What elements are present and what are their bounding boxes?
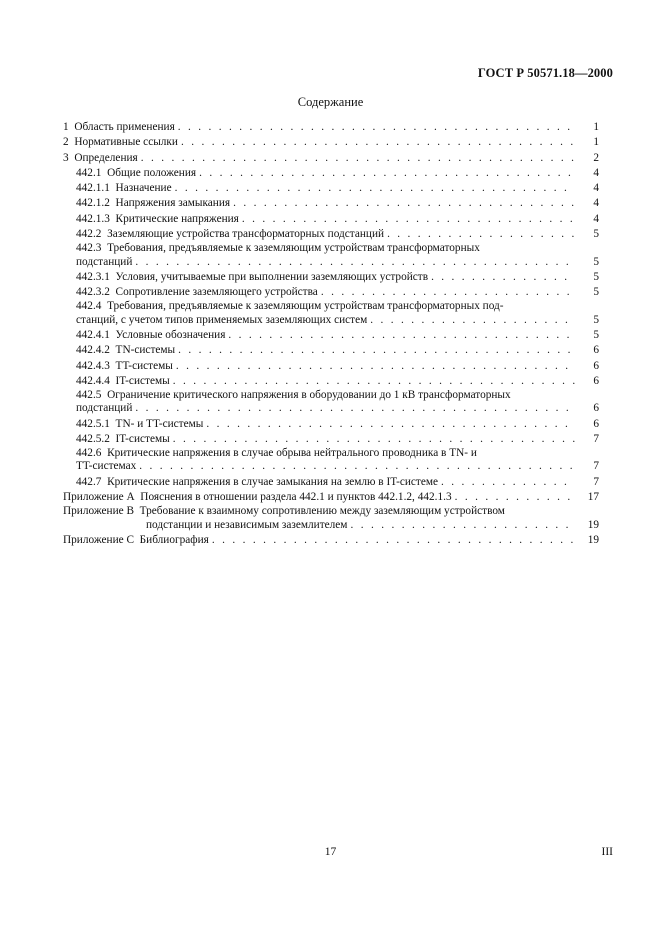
toc-entry[interactable] <box>63 120 599 135</box>
toc-entry-title: Критические напряжения в случае обрыва нейтрального проводника в TN- и <box>107 447 477 460</box>
toc-entry-title: Нормативные ссылки <box>74 136 178 149</box>
toc-entry-title: Пояснения в отношении раздела 442.1 и пунктов 442.1.2, 442.1.3 <box>140 491 452 504</box>
page-title: Содержание <box>297 95 364 109</box>
toc-entry[interactable] <box>63 505 599 533</box>
dot-leader <box>132 255 575 270</box>
toc-entry-title: Требования, предъявляемые к заземляющим устройствам трансформаторных под- <box>107 300 504 313</box>
toc-entry-page: 7 <box>593 432 599 445</box>
toc-entry-title: Критические напряжения <box>115 212 239 225</box>
toc-entry-page: 6 <box>593 417 599 430</box>
page-number: 17 <box>324 846 337 858</box>
toc-entry[interactable] <box>63 328 599 343</box>
toc-entry-page: 6 <box>593 402 599 415</box>
dot-leader <box>138 151 575 166</box>
toc-entry-title: Критические напряжения в случае замыкания на землю в IT-системе <box>107 475 439 488</box>
toc-entry-title: Определения <box>74 151 138 164</box>
toc-entry-title-continuation: станций, с учетом типов применяемых заземляющих систем <box>76 313 368 326</box>
toc-entry-title: Условные обозначения <box>115 328 226 341</box>
toc-entry-number: 442.1.2 <box>76 197 110 210</box>
dot-leader <box>178 135 575 150</box>
toc-entry-title: Требования, предъявляемые к заземляющим устройствам трансформаторных <box>107 242 480 255</box>
toc-entry-title: Область применения <box>74 121 175 133</box>
toc-entry-title: Требование к взаимному сопротивлению между заземляющим устройством <box>139 505 505 518</box>
toc-entry-number: 442.5 <box>76 389 102 402</box>
toc-entry-number: 2 <box>63 136 69 149</box>
toc-entry[interactable] <box>63 490 599 505</box>
toc-entry-title: Сопротивление заземляющего устройства <box>115 286 318 299</box>
toc-entry-number: 442.4 <box>76 300 102 313</box>
toc-entry-number: 442.5.2 <box>76 432 110 445</box>
toc-entry-page: 5 <box>593 228 599 241</box>
toc-entry-page: 17 <box>587 491 599 504</box>
dot-leader <box>196 166 575 181</box>
toc-entry-page: 7 <box>593 460 599 473</box>
toc-entry-page: 4 <box>593 197 599 210</box>
toc-entry-page: 6 <box>593 344 599 357</box>
toc-entry-number: 442.3 <box>76 242 102 255</box>
roman-page-number: III <box>601 846 613 858</box>
toc-entry-number: 442.4.1 <box>76 328 110 341</box>
dot-leader <box>230 196 575 211</box>
toc-entry[interactable] <box>63 374 599 389</box>
toc-entry-number: 442.4.3 <box>76 359 110 372</box>
toc-entry[interactable] <box>63 300 599 328</box>
toc-entry-title: Общие положения <box>107 166 197 179</box>
dot-leader <box>347 518 575 533</box>
dot-leader <box>239 212 575 227</box>
toc-entry-title-continuation: подстанции и независимым заземлителем <box>146 518 348 531</box>
toc-entry[interactable] <box>63 359 599 374</box>
toc-entry-page: 1 <box>593 121 599 133</box>
toc-entry-title: IT-системы <box>115 374 170 387</box>
toc-entry-page: 7 <box>593 475 599 488</box>
toc-entry-page: 5 <box>593 328 599 341</box>
toc-entry[interactable] <box>63 432 599 447</box>
toc-entry-page: 6 <box>593 359 599 372</box>
toc-entry-number: 442.4.4 <box>76 374 110 387</box>
toc-entry-number: 442.2 <box>76 228 102 241</box>
toc-entry[interactable] <box>63 285 599 300</box>
dot-leader <box>132 401 575 416</box>
toc-entry-number: 442.3.2 <box>76 286 110 299</box>
dot-leader <box>367 313 575 328</box>
dot-leader <box>384 227 575 242</box>
toc-entry-number: 442.3.1 <box>76 270 110 283</box>
toc-entry-number: Приложение В <box>63 505 134 518</box>
toc-entry-title-continuation: TT-системах <box>76 460 137 473</box>
dot-leader <box>203 417 575 432</box>
toc-entry[interactable] <box>63 417 599 432</box>
dot-leader <box>170 432 575 447</box>
toc-entry-title: TN-системы <box>115 344 176 357</box>
toc-entry-page: 5 <box>593 270 599 283</box>
dot-leader <box>136 459 575 474</box>
dot-leader <box>318 285 575 300</box>
dot-leader <box>170 374 575 389</box>
toc-entry[interactable] <box>63 343 599 358</box>
table-of-contents <box>63 120 599 548</box>
dot-leader <box>209 533 575 548</box>
toc-entry-page: 4 <box>593 182 599 195</box>
dot-leader <box>175 120 575 135</box>
dot-leader <box>428 270 575 285</box>
toc-entry-number: 442.1.1 <box>76 182 110 195</box>
toc-entry-number: Приложение А <box>63 491 135 504</box>
toc-entry-title: Заземляющие устройства трансформаторных подстанций <box>107 228 385 241</box>
toc-entry[interactable] <box>63 227 599 242</box>
toc-entry-number: Приложение С <box>63 533 134 546</box>
toc-entry[interactable] <box>63 151 599 166</box>
toc-entry-title: Условия, учитываемые при выполнении заземляющих устройств <box>115 270 429 283</box>
toc-entry-page: 4 <box>593 166 599 179</box>
dot-leader <box>452 490 575 505</box>
toc-entry-page: 6 <box>593 374 599 387</box>
toc-entry[interactable] <box>63 135 599 150</box>
toc-entry-page: 2 <box>593 151 599 164</box>
toc-entry[interactable] <box>63 389 599 417</box>
toc-entry-page: 1 <box>593 136 599 149</box>
toc-entry-page: 5 <box>593 255 599 268</box>
toc-entry-number: 442.7 <box>76 475 102 488</box>
toc-entry-number: 442.1 <box>76 166 102 179</box>
document-standard-header: ГОСТ Р 50571.18—2000 <box>477 66 613 80</box>
toc-entry-title: Ограничение критического напряжения в оборудовании до 1 кВ трансформаторных <box>107 389 511 402</box>
toc-entry[interactable] <box>63 166 599 181</box>
toc-entry-number: 3 <box>63 151 69 164</box>
toc-entry-number: 442.6 <box>76 447 102 460</box>
toc-entry-title: Назначение <box>115 182 172 195</box>
dot-leader <box>438 475 575 490</box>
dot-leader <box>175 343 575 358</box>
toc-entry-number: 442.1.3 <box>76 212 110 225</box>
toc-entry-page: 19 <box>587 533 599 546</box>
toc-entry[interactable] <box>63 475 599 490</box>
toc-entry-number: 442.5.1 <box>76 417 110 430</box>
toc-entry-page: 19 <box>587 518 599 531</box>
toc-entry[interactable] <box>63 447 599 475</box>
dot-leader <box>225 328 575 343</box>
toc-entry[interactable] <box>63 196 599 211</box>
toc-entry-title: TT-системы <box>115 359 173 372</box>
toc-entry-number: 442.4.2 <box>76 344 110 357</box>
toc-entry-page: 5 <box>593 286 599 299</box>
toc-entry-page: 4 <box>593 212 599 225</box>
toc-entry[interactable] <box>63 181 599 196</box>
toc-entry[interactable] <box>63 242 599 270</box>
toc-entry[interactable] <box>63 212 599 227</box>
toc-entry-title: TN- и TT-системы <box>115 417 204 430</box>
dot-leader <box>173 359 575 374</box>
dot-leader <box>172 181 575 196</box>
toc-entry-title: Напряжения замыкания <box>115 197 231 210</box>
toc-entry-title-continuation: подстанций <box>76 255 133 268</box>
toc-entry[interactable] <box>63 270 599 285</box>
toc-entry-title-continuation: подстанций <box>76 402 133 415</box>
toc-entry-title: Библиография <box>139 533 209 546</box>
toc-entry[interactable] <box>63 533 599 548</box>
toc-entry-page: 5 <box>593 313 599 326</box>
toc-entry-title: IT-системы <box>115 432 170 445</box>
toc-entry-number: 1 <box>63 121 69 133</box>
